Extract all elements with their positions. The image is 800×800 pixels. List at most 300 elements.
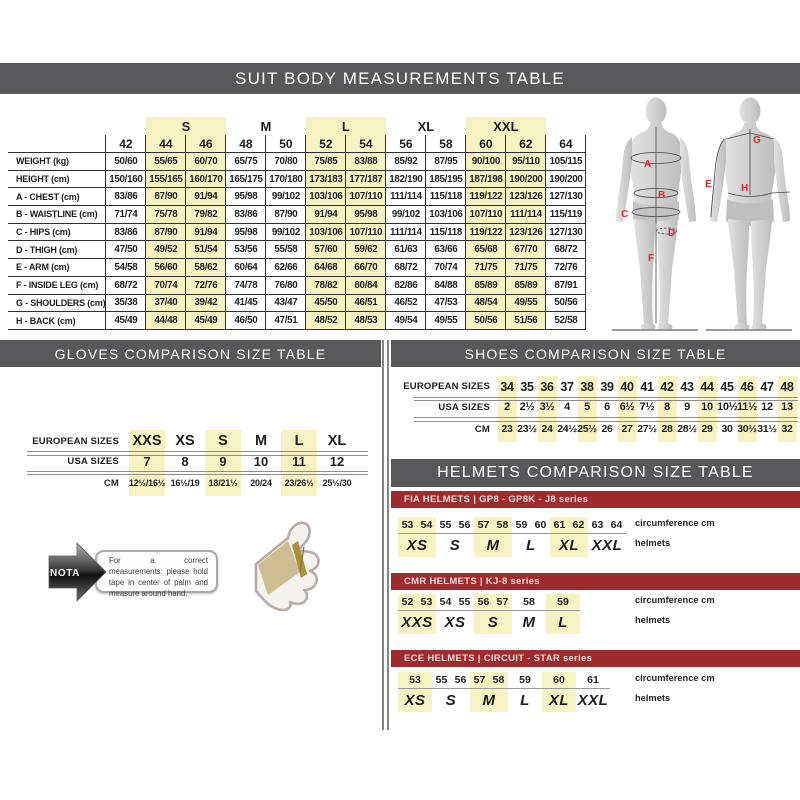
circumference-value: 53 (409, 674, 421, 686)
suit-table-row (8, 259, 586, 277)
circumference-value: 56 (454, 674, 467, 686)
size-cell: 36 (540, 379, 554, 394)
measure-label-arm: E (705, 179, 712, 190)
size-cell: 35 (520, 379, 534, 394)
measurement-note-text: For a correct measurements: please hold tape in center of palm and measure around hand. (109, 556, 208, 598)
suit-measurements-table (8, 117, 586, 330)
measure-label-chest: A (644, 159, 652, 170)
size-cell: XXS (132, 433, 162, 449)
circumference-value: 56 (458, 519, 471, 531)
helmet-series-band-label: CMR HELMETS | KJ-8 series (404, 576, 540, 587)
circumference-value: 56 (477, 596, 490, 608)
size-cell: 28½ (677, 423, 697, 435)
size-cell: 9 (219, 454, 227, 469)
size-group-label: S (146, 117, 226, 135)
helmet-size-value: M (482, 691, 496, 709)
suit-measure-cell: 49/55 (506, 294, 546, 312)
suit-row-label: G - SHOULDERS (cm) (8, 294, 106, 312)
suit-measure-cell: 55/58 (266, 241, 306, 259)
helmet-circumference-values (432, 672, 470, 688)
suit-size-column-header: 42 (106, 135, 146, 153)
suit-measure-cell: 85/92 (386, 153, 426, 171)
helmet-size-value: XXL (591, 536, 623, 554)
suit-measure-cell: 95/98 (226, 223, 266, 241)
suit-measure-cell: 71/75 (506, 259, 546, 277)
suit-row-label: HEIGHT (cm) (8, 170, 106, 188)
size-cell: 30 (721, 423, 733, 435)
suit-size-column-header: 48 (226, 135, 266, 153)
measure-label-hips: C (621, 209, 629, 220)
helmet-size-block (474, 517, 512, 557)
helmet-sizes-label: helmets (635, 615, 671, 625)
suit-row-label: D - THIGH (cm) (8, 241, 106, 259)
helmet-size-block (588, 517, 626, 557)
size-cell: 29 (701, 423, 713, 435)
size-cell: 16½/19 (170, 478, 200, 488)
gloves-size-table (25, 430, 370, 496)
suit-measure-cell: 74/78 (226, 276, 266, 294)
suit-measure-cell: 84/88 (426, 276, 466, 294)
size-group-label (106, 117, 146, 135)
suit-measure-cell: 37/40 (146, 294, 186, 312)
helmet-size-value: XL (558, 536, 580, 554)
suit-measure-cell: 71/74 (106, 206, 146, 224)
size-row-label: CM (103, 477, 119, 489)
suit-measure-cell: 59/62 (346, 241, 386, 259)
suit-measure-cell: 80/84 (346, 276, 386, 294)
row-separator-line (27, 451, 368, 456)
size-cell: 4 (564, 401, 570, 413)
suit-measure-cell: 60/70 (186, 153, 226, 171)
nota-arrow-icon (48, 541, 108, 603)
helmet-series-band (391, 573, 800, 590)
suit-size-column-header: 50 (266, 135, 306, 153)
suit-section-title: SUIT BODY MEASUREMENTS TABLE (235, 68, 565, 88)
body-figure-back (702, 95, 798, 335)
helmet-size-value: XS (404, 691, 426, 709)
size-cell: 28 (661, 423, 673, 435)
size-cell: 9 (684, 401, 690, 413)
suit-measure-cell: 103/106 (426, 206, 466, 224)
circumference-value: 60 (553, 674, 565, 686)
suit-size-column-header: 56 (386, 135, 426, 153)
suit-measure-cell: 79/82 (186, 206, 226, 224)
suit-size-column-header: 46 (186, 135, 226, 153)
suit-row-label: B - WAISTLINE (cm) (8, 206, 106, 224)
circumference-value: 59 (519, 674, 531, 686)
suit-table-row (8, 276, 586, 294)
helmet-circumference-values (546, 594, 580, 610)
size-cell: 23 (501, 423, 513, 435)
suit-measure-cell: 52/58 (546, 312, 586, 330)
suit-measure-cell: 83/86 (106, 188, 146, 206)
circumference-units-label: circumference cm (635, 673, 715, 683)
suit-measure-cell: 155/165 (146, 170, 186, 188)
suit-measure-cell: 39/42 (186, 294, 226, 312)
measure-label-waist: B (658, 190, 666, 201)
helmet-size-block (398, 517, 436, 557)
suit-measure-cell: 85/89 (506, 276, 546, 294)
suit-table-row (8, 206, 586, 224)
helmet-size-value: XXL (577, 691, 609, 709)
helmet-circumference-values (398, 517, 436, 533)
suit-measure-cell: 170/180 (266, 170, 306, 188)
suit-measure-cell: 47/50 (106, 241, 146, 259)
helmet-size-value: XS (444, 613, 466, 631)
circumference-value: 54 (420, 519, 433, 531)
size-cell: 40 (620, 379, 634, 394)
size-cell: M (254, 433, 268, 449)
row-separator-line (414, 417, 798, 422)
suit-measure-cell: 55/65 (146, 153, 186, 171)
helmet-size-block (436, 517, 474, 557)
thumbs-up-glove-icon (230, 514, 334, 612)
helmet-size-value: M (486, 536, 500, 554)
gloves-section-title: GLOVES COMPARISON SIZE TABLE (54, 345, 327, 362)
size-cell: 25½/30 (322, 478, 352, 488)
suit-measure-cell: 64/68 (306, 259, 346, 277)
suit-measure-cell: 91/94 (186, 188, 226, 206)
suit-measure-cell: 41/45 (226, 294, 266, 312)
suit-measure-cell: 68/72 (386, 259, 426, 277)
suit-measure-cell: 95/98 (226, 188, 266, 206)
suit-measure-cell: 72/76 (546, 259, 586, 277)
suit-measure-cell: 83/86 (226, 206, 266, 224)
suit-measure-cell: 72/76 (186, 276, 226, 294)
suit-measure-cell: 47/53 (426, 294, 466, 312)
suit-group-spacer (8, 117, 106, 135)
shoes-size-table (400, 376, 798, 442)
circumference-value: 58 (523, 596, 535, 608)
suit-measure-cell: 45/49 (106, 312, 146, 330)
helmet-circumference-values (436, 594, 474, 610)
circumference-value: 61 (553, 519, 566, 531)
size-cell: 44 (700, 379, 714, 394)
helmet-size-value: S (449, 536, 461, 554)
measurement-note-box (95, 550, 218, 598)
suit-measure-cell: 91/94 (186, 223, 226, 241)
helmet-size-value: M (522, 613, 536, 631)
suit-measure-cell: 91/94 (306, 206, 346, 224)
circumference-value: 57 (496, 596, 509, 608)
measure-label-thigh: D (668, 228, 676, 239)
helmet-table-divider-line (398, 610, 580, 611)
suit-measure-cell: 127/130 (546, 188, 586, 206)
helmet-table-divider-line (398, 533, 626, 534)
helmet-size-block (550, 517, 588, 557)
helmet-sizes-label: helmets (635, 538, 671, 548)
suit-row-label: WEIGHT (kg) (8, 153, 106, 171)
suit-measure-cell: 127/130 (546, 223, 586, 241)
suit-measure-cell: 185/195 (426, 170, 466, 188)
helmet-size-value: XS (406, 536, 428, 554)
size-cell: 12½/16½ (128, 478, 166, 488)
size-cell: 2 (504, 401, 510, 413)
helmet-size-block (542, 672, 576, 712)
suit-row-label: A - CHEST (cm) (8, 188, 106, 206)
size-cell: 23/26½ (284, 478, 314, 488)
helmet-size-value: S (487, 613, 499, 631)
size-cell: 6 (604, 401, 610, 413)
circumference-value: 55 (439, 519, 452, 531)
helmet-series-band-label: FIA HELMETS | GP8 - GP8K - J8 series (404, 494, 589, 505)
suit-measure-cell: 47/51 (266, 312, 306, 330)
helmet-size-block (512, 517, 550, 557)
suit-measure-cell: 51/54 (186, 241, 226, 259)
suit-measure-cell: 187/198 (466, 170, 506, 188)
suit-measure-cell: 45/49 (186, 312, 226, 330)
suit-measure-cell: 50/56 (546, 294, 586, 312)
suit-measure-cell: 61/63 (386, 241, 426, 259)
suit-measure-cell: 160/170 (186, 170, 226, 188)
figure-ground-line (612, 329, 698, 331)
suit-measure-cell: 173/183 (306, 170, 346, 188)
size-cell: 24½ (557, 423, 577, 435)
helmet-size-block (576, 672, 610, 712)
helmet-size-table (398, 672, 715, 714)
circumference-value: 57 (477, 519, 490, 531)
helmet-circumference-values (588, 517, 626, 533)
suit-row-label: C - HIPS (cm) (8, 223, 106, 241)
suit-measure-cell: 99/102 (266, 223, 306, 241)
suit-measure-cell: 165/175 (226, 170, 266, 188)
suit-measure-cell: 57/60 (306, 241, 346, 259)
helmet-circumference-values (508, 672, 542, 688)
size-cell: 37 (560, 379, 574, 394)
column-divider-line (382, 340, 384, 730)
size-row-label: USA SIZES (438, 401, 490, 413)
helmet-sizes-label: helmets (635, 693, 671, 703)
size-cell: 34 (500, 379, 514, 394)
helmets-section-header-bar (391, 459, 800, 487)
suit-measure-cell: 107/110 (346, 188, 386, 206)
suit-measure-cell: 75/78 (146, 206, 186, 224)
size-cell: 45 (720, 379, 734, 394)
suit-measure-cell: 63/66 (426, 241, 466, 259)
suit-measure-cell: 71/75 (466, 259, 506, 277)
helmet-series-band-label: ECE HELMETS | CIRCUIT - STAR series (404, 653, 593, 664)
measure-label-shoulders: G (753, 135, 761, 146)
suit-size-column-header: 52 (306, 135, 346, 153)
measure-label-inside-leg: F (648, 253, 655, 264)
suit-measure-cell: 190/200 (546, 170, 586, 188)
circumference-value: 52 (401, 596, 414, 608)
suit-measure-cell: 119/122 (466, 188, 506, 206)
suit-size-column-header: 58 (426, 135, 466, 153)
suit-measure-cell: 70/74 (146, 276, 186, 294)
helmet-circumference-values (512, 594, 546, 610)
suit-table-row (8, 170, 586, 188)
size-cell: 10 (253, 454, 269, 469)
suit-measure-cell: 123/126 (506, 188, 546, 206)
suit-measure-cell: 43/47 (266, 294, 306, 312)
helmet-series-band (391, 650, 800, 667)
helmet-size-table (398, 594, 715, 636)
size-cell: 5 (584, 401, 590, 413)
size-cell: S (218, 433, 228, 449)
suit-measure-cell: 51/56 (506, 312, 546, 330)
suit-measure-cell: 65/68 (466, 241, 506, 259)
suit-measure-cell: 107/110 (346, 223, 386, 241)
measure-label-back: H (741, 183, 749, 194)
suit-measure-cell: 177/187 (346, 170, 386, 188)
size-cell: 20/24 (250, 478, 272, 488)
suit-measure-cell: 87/90 (266, 206, 306, 224)
size-cell: L (294, 433, 304, 449)
size-cell: 25½ (577, 423, 597, 435)
size-cell: 11½ (737, 401, 757, 413)
suit-row-label: H - BACK (cm) (8, 312, 106, 330)
circumference-value: 59 (515, 519, 528, 531)
helmet-circumference-values (576, 672, 610, 688)
size-cell: 2½ (519, 401, 535, 413)
suit-measure-cell: 82/86 (386, 276, 426, 294)
suit-measure-cell: 49/52 (146, 241, 186, 259)
circumference-value: 53 (420, 596, 433, 608)
circumference-value: 61 (587, 674, 599, 686)
suit-measure-cell: 46/52 (386, 294, 426, 312)
suit-table-row (8, 223, 586, 241)
circumference-units-label: circumference cm (635, 518, 715, 528)
size-cell: 32 (781, 423, 793, 435)
suit-table-row (8, 241, 586, 259)
size-cell: 38 (580, 379, 594, 394)
suit-measure-cell: 83/86 (106, 223, 146, 241)
nota-label: NOTA (50, 568, 80, 579)
suit-measure-cell: 58/62 (186, 259, 226, 277)
suit-size-column-header: 64 (546, 135, 586, 153)
size-row-label: EUROPEAN SIZES (403, 381, 490, 392)
circumference-value: 60 (534, 519, 547, 531)
suit-measure-cell: 87/95 (426, 153, 466, 171)
suit-measure-cell: 53/56 (226, 241, 266, 259)
size-cell: 23½ (517, 423, 537, 435)
suit-measure-cell: 123/126 (506, 223, 546, 241)
helmet-size-value: L (520, 691, 530, 709)
size-cell: 6½ (619, 401, 635, 413)
body-figure-front (608, 95, 704, 335)
helmet-circumference-values (512, 517, 550, 533)
suit-measure-cell: 65/75 (226, 153, 266, 171)
helmet-circumference-values (542, 672, 576, 688)
size-cell: 7 (143, 454, 151, 469)
circumference-value: 58 (496, 519, 509, 531)
suit-measure-cell: 83/88 (346, 153, 386, 171)
suit-measure-cell: 49/54 (386, 312, 426, 330)
size-cell: 8 (181, 454, 189, 469)
size-cell: 26 (601, 423, 613, 435)
suit-measure-cell: 75/85 (306, 153, 346, 171)
size-table-row (400, 376, 798, 397)
suit-measure-cell: 111/114 (386, 223, 426, 241)
circumference-value: 63 (591, 519, 604, 531)
suit-measure-cell: 105/115 (546, 153, 586, 171)
shoes-section-title: SHOES COMPARISON SIZE TABLE (464, 345, 727, 362)
helmet-size-value: XL (548, 691, 570, 709)
suit-size-group-row (8, 117, 586, 135)
size-cell: 3½ (539, 401, 555, 413)
size-cell: 47 (760, 379, 774, 394)
suit-measure-cell: 50/60 (106, 153, 146, 171)
suit-measure-cell: 66/70 (346, 259, 386, 277)
size-cell: 13 (781, 401, 793, 413)
size-cell: 46 (740, 379, 754, 394)
column-divider-line (387, 340, 389, 730)
helmet-circumference-values (436, 517, 474, 533)
suit-measure-cell: 48/52 (306, 312, 346, 330)
shoes-section-header-bar (391, 340, 800, 367)
circumference-value: 54 (439, 596, 452, 608)
helmet-size-block (470, 672, 508, 712)
helmet-size-block (512, 594, 546, 634)
row-separator-line (414, 397, 798, 402)
size-table-row (25, 430, 370, 452)
suit-measure-cell: 46/50 (226, 312, 266, 330)
suit-section-header-bar (0, 63, 800, 94)
size-row-label: USA SIZES (67, 456, 119, 467)
circumference-value: 58 (492, 674, 505, 686)
size-cell: 7½ (639, 401, 655, 413)
size-cell: 43 (680, 379, 694, 394)
circumference-value: 53 (401, 519, 414, 531)
helmet-series-band (391, 491, 800, 508)
helmet-circumference-values (474, 594, 512, 610)
suit-measure-cell: 87/90 (146, 223, 186, 241)
size-cell: 27½ (637, 423, 657, 435)
figure-ground-line (706, 329, 792, 331)
size-cell: 10½ (717, 401, 738, 413)
size-row-label: CM (474, 423, 490, 435)
suit-measure-cell: 48/54 (466, 294, 506, 312)
suit-measure-cell: 99/102 (386, 206, 426, 224)
size-cell: 41 (640, 379, 654, 394)
suit-measure-cell: 50/56 (466, 312, 506, 330)
helmet-size-value: L (558, 613, 568, 631)
suit-measure-cell: 87/91 (546, 276, 586, 294)
size-cell: 48 (780, 379, 794, 394)
suit-measure-cell: 85/89 (466, 276, 506, 294)
suit-measure-cell: 45/50 (306, 294, 346, 312)
size-cell: XS (175, 433, 195, 449)
suit-measure-cell: 68/72 (546, 241, 586, 259)
suit-measure-cell: 115/119 (546, 206, 586, 224)
size-cell: 42 (660, 379, 674, 394)
suit-table-row (8, 294, 586, 312)
suit-table-row (8, 312, 586, 330)
suit-measure-cell: 150/160 (106, 170, 146, 188)
suit-measure-cell: 95/110 (506, 153, 546, 171)
suit-measure-cell: 182/190 (386, 170, 426, 188)
suit-size-column-header: 62 (506, 135, 546, 153)
suit-measure-cell: 70/80 (266, 153, 306, 171)
row-separator-line (27, 471, 368, 476)
suit-size-column-header: 44 (146, 135, 186, 153)
size-cell: 39 (600, 379, 614, 394)
helmet-size-block (398, 672, 432, 712)
suit-measure-cell: 46/51 (346, 294, 386, 312)
helmet-circumference-values (550, 517, 588, 533)
helmet-table-divider-line (398, 688, 610, 689)
suit-measure-cell: 60/64 (226, 259, 266, 277)
suit-measure-cell: 76/80 (266, 276, 306, 294)
suit-measure-cell: 190/200 (506, 170, 546, 188)
suit-size-column-header: 60 (466, 135, 506, 153)
suit-measure-cell: 111/114 (506, 206, 546, 224)
circumference-units-label: circumference cm (635, 595, 715, 605)
helmet-size-value: L (526, 536, 536, 554)
suit-size-spacer (8, 135, 106, 153)
suit-measure-cell: 62/66 (266, 259, 306, 277)
